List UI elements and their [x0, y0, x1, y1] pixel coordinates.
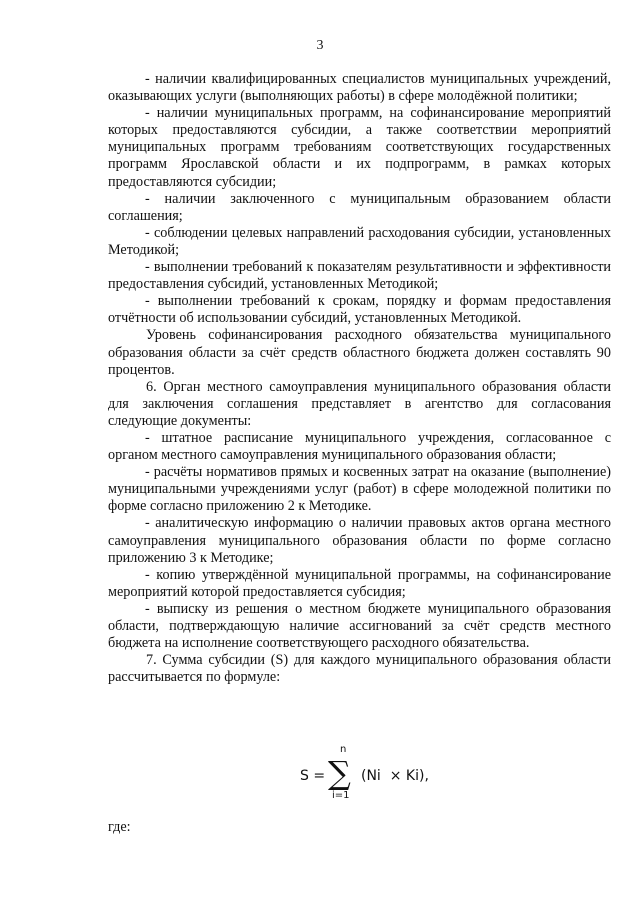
paragraph-budget-extract: - выписку из решения о местном бюджете муниципального образования области, подтверждающую наличие ассигнований за счёт средств местного бюджета на исполнение соответствующего расходного обязательства.	[108, 600, 611, 652]
page-number: 3	[316, 38, 324, 53]
paragraph-municipal-programs: - наличии муниципальных программ, на софинансирование мероприятий которых предоставляются субсидии, а также соответствии мероприятий муниципальных программ требованиям соответствующих государственных программ Ярославской области и их подпрограмм, в рамках которых предоставляются субсидии;	[108, 105, 611, 190]
paragraph-performance-indicators: - выполнении требований к показателям результативности и эффективности предоставления субсидий, установленных Методикой;	[108, 259, 611, 293]
paragraph-staff-schedule: - штатное расписание муниципального учреждения, согласованное с органом местного самоуправления муниципального образования области;	[108, 429, 611, 464]
subsidy-formula	[300, 744, 429, 806]
sigma-symbol: ∑	[328, 754, 351, 792]
document-body	[108, 71, 611, 686]
formula-upper-limit: n	[340, 744, 347, 755]
paragraph-cost-norms: - расчёты нормативов прямых и косвенных затрат на оказание (выполнение) муниципальными учреждениями услуг (работ) в сфере молодежной политики по форме согласно приложению 2 к Методике.	[108, 464, 611, 515]
formula-rhs: (Ni × Ki),	[361, 768, 429, 784]
paragraph-program-copy: - копию утверждённой муниципальной программы, на софинансирование мероприятий которой предоставляется субсидия;	[108, 566, 611, 600]
paragraph-agreement: - наличии заключенного с муниципальным образованием области соглашения;	[108, 190, 611, 224]
paragraph-target-directions: - соблюдении целевых направлений расходования субсидии, установленных Методикой;	[108, 224, 611, 258]
paragraph-item-7: 7. Сумма субсидии (S) для каждого муниципального образования области рассчитывается по формуле:	[108, 652, 611, 686]
paragraph-cofinancing-level: Уровень софинансирования расходного обязательства муниципального образования области за счёт средств областного бюджета должен составлять 90 процентов.	[108, 327, 611, 378]
paragraph-reporting-requirements: - выполнении требований к срокам, порядку и формам предоставления отчётности об использовании субсидий, установленных Методикой.	[108, 293, 611, 327]
formula-lhs: S =	[300, 768, 326, 784]
formula-lower-limit: i=1	[332, 790, 350, 801]
where-label: где:	[108, 819, 131, 835]
paragraph-item-6: 6. Орган местного самоуправления муниципального образования области для заключения соглашения представляет в агентство для согласования следующие документы:	[108, 378, 611, 429]
paragraph-analytical-info: - аналитическую информацию о наличии правовых актов органа местного самоуправления муниципального образования области по форме согласно приложению 3 к Методике;	[108, 515, 611, 566]
paragraph-qualified-specialists: - наличии квалифицированных специалистов муниципальных учреждений, оказывающих услуги (выполняющих работы) в сфере молодёжной политики;	[108, 71, 611, 105]
